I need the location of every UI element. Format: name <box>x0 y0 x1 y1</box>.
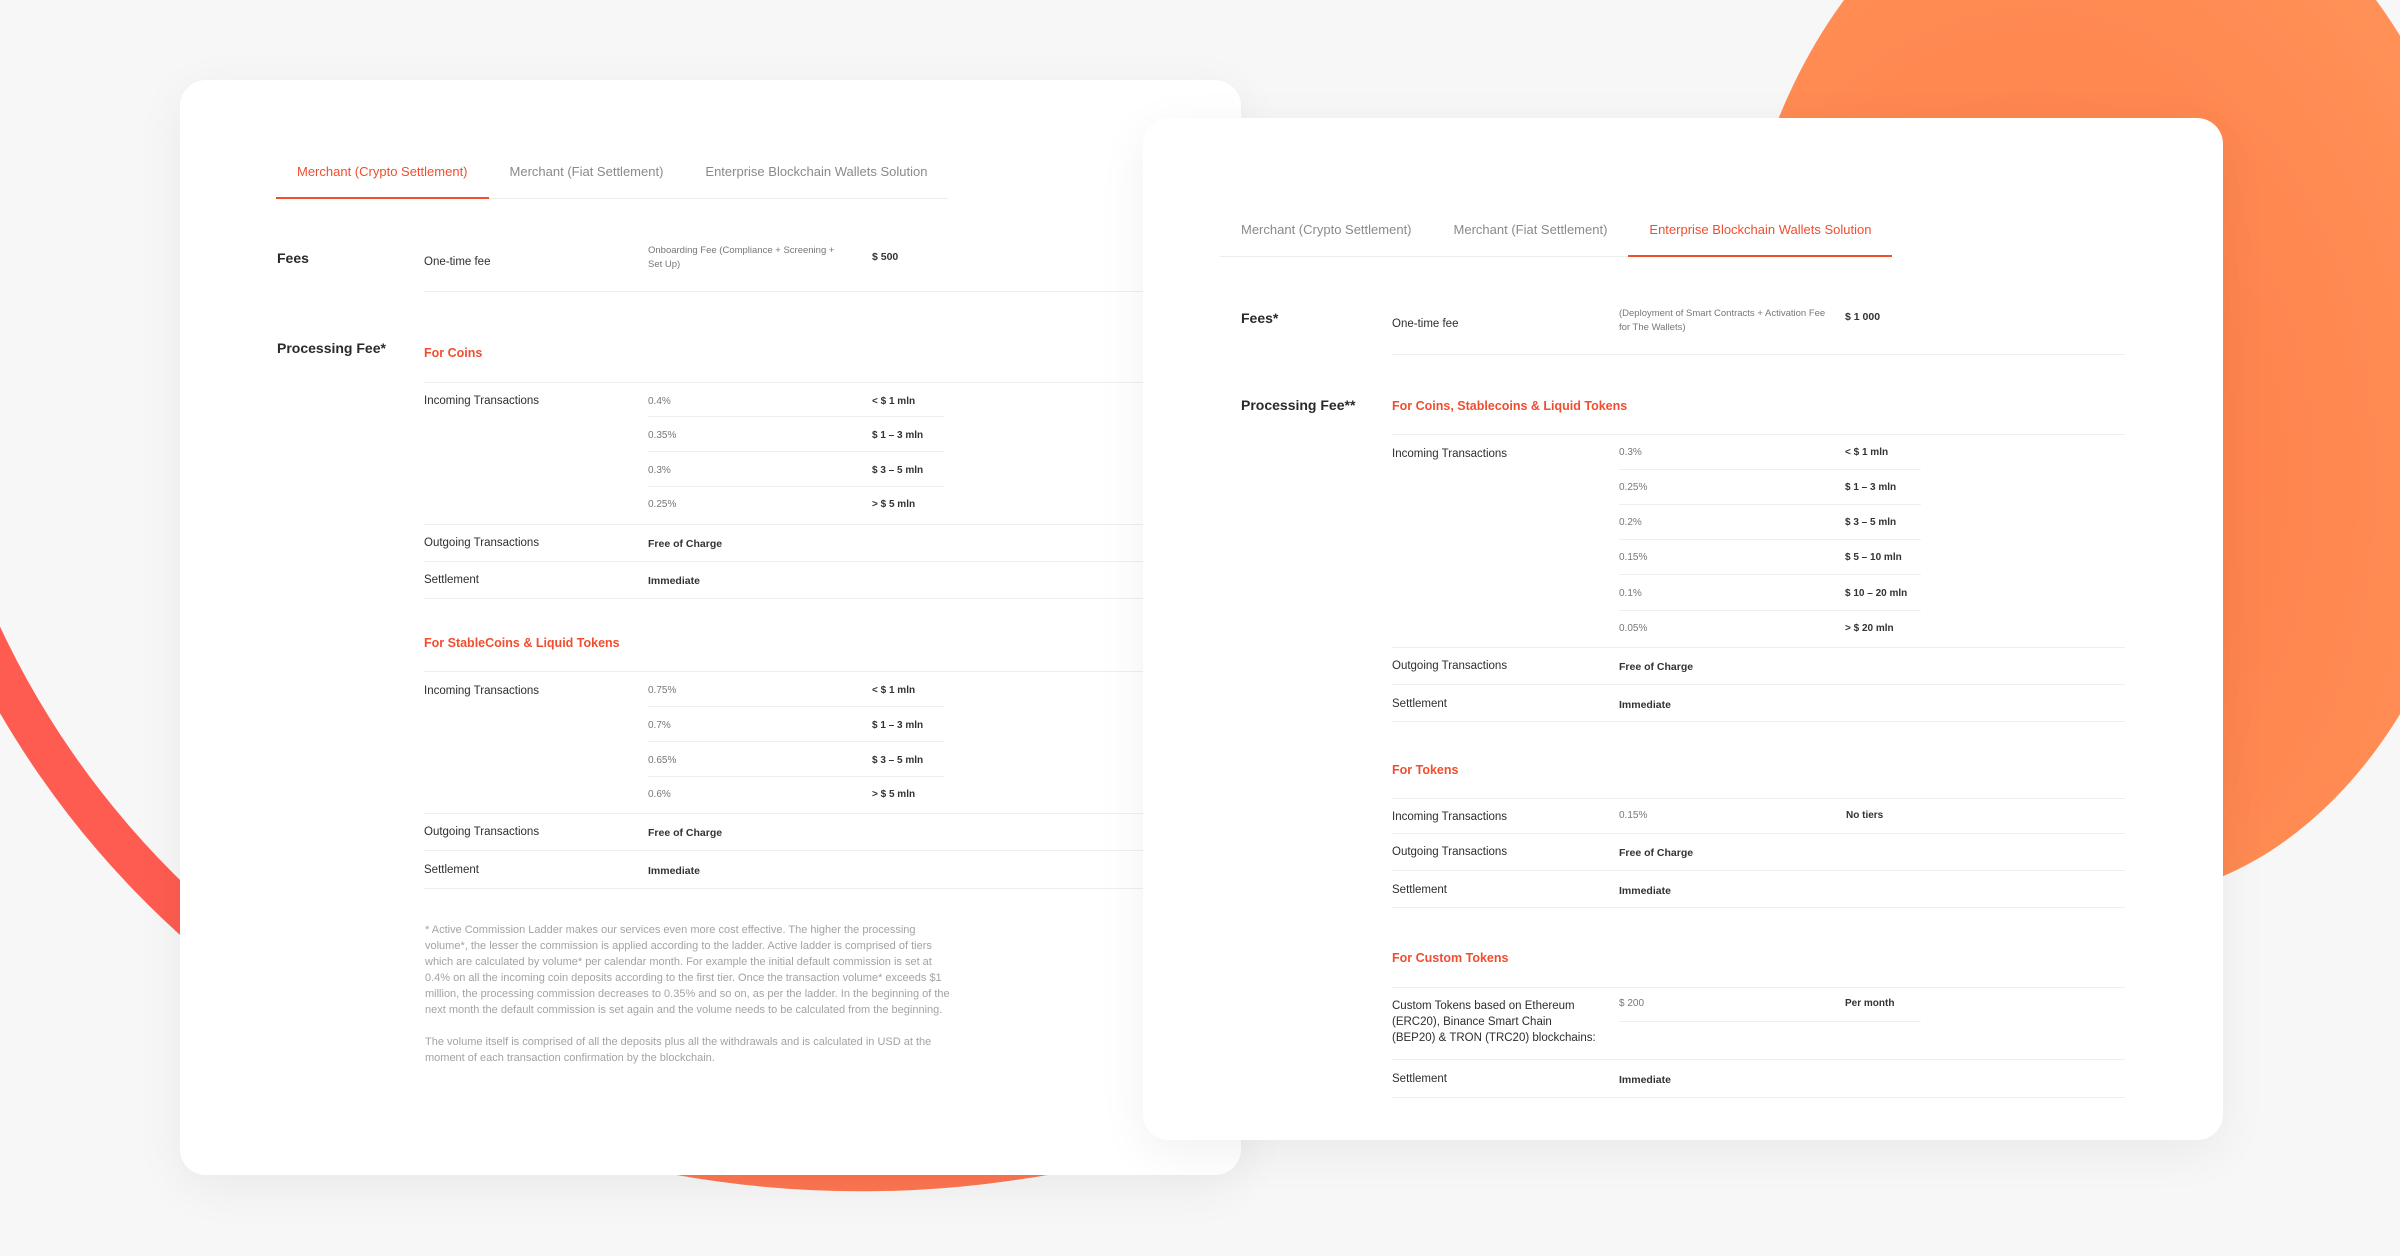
coins-tier-rate: 0.1% <box>1619 588 1642 599</box>
one-time-fee-description: Onboarding Fee (Compliance + Screening + Set Up) <box>648 245 835 270</box>
coins-settlement-label: Settlement <box>424 574 479 586</box>
one-time-fee-description: (Deployment of Smart Contracts + Activation Fee for The Wallets) <box>1619 308 1826 333</box>
one-time-fee-row <box>1392 303 2125 355</box>
stablecoins-outgoing-row <box>424 814 1241 851</box>
stablecoins-tier-range: $ 3 – 5 mln <box>872 755 924 766</box>
custom-tokens-settlement-row <box>1392 1060 2125 1098</box>
tokens-outgoing-row <box>1392 834 2125 871</box>
coins-tier-range: > $ 5 mln <box>872 499 916 510</box>
stablecoins-tier-range: < $ 1 mln <box>872 685 916 696</box>
coins-tier-range: < $ 1 mln <box>1845 447 1889 458</box>
coins-outgoing-row <box>424 525 1241 562</box>
tab-enterprise-wallets[interactable]: Enterprise Blockchain Wallets Solution <box>705 164 928 179</box>
volume-note: The volume itself is comprised of all the deposits plus all the withdrawals and is calculated in USD at the moment of each transaction confirmation by the blockchain. <box>425 1036 932 1064</box>
tab-merchant-crypto[interactable]: Merchant (Crypto Settlement) <box>1241 222 1412 237</box>
stablecoins-outgoing-label: Outgoing Transactions <box>424 826 540 838</box>
tokens-incoming-row <box>1392 799 2125 834</box>
coins-tier-row <box>1619 611 1921 647</box>
tokens-outgoing-label: Outgoing Transactions <box>1392 846 1508 858</box>
tokens-incoming-label: Incoming Transactions <box>1392 811 1508 823</box>
coins-tier-range: $ 1 – 3 mln <box>1845 482 1897 493</box>
stablecoins-section-title: For StableCoins & Liquid Tokens <box>424 636 620 650</box>
custom-tokens-section-title: For Custom Tokens <box>1392 951 1509 965</box>
stablecoins-settlement-row <box>424 851 1241 889</box>
processing-fee-label: Processing Fee* <box>277 340 386 356</box>
custom-tokens-settlement-value: Immediate <box>1619 1074 1671 1086</box>
stablecoins-tier-row <box>648 707 944 742</box>
fees-label: Fees* <box>1241 310 1279 326</box>
tokens-section-title: For Tokens <box>1392 763 1459 777</box>
coins-settlement-row <box>1392 685 2125 722</box>
tab-merchant-crypto[interactable]: Merchant (Crypto Settlement) <box>276 164 489 199</box>
stablecoins-tier-row <box>648 742 944 777</box>
stablecoins-tier-row <box>648 672 944 707</box>
coins-tier-rate: 0.3% <box>648 465 671 476</box>
pricing-card-crypto-settlement <box>180 80 1241 1175</box>
coins-tier-rate: 0.05% <box>1619 623 1648 634</box>
coins-tier-row <box>648 452 944 487</box>
coins-tier-range: $ 1 – 3 mln <box>872 430 924 441</box>
one-time-fee-label: One-time fee <box>1392 318 1459 330</box>
coins-tier-rate: 0.25% <box>648 499 677 510</box>
coins-settlement-row <box>424 562 1241 599</box>
coins-incoming-label: Incoming Transactions <box>424 395 540 407</box>
coins-tier-row <box>648 417 944 452</box>
pricing-tabs <box>1220 222 1892 257</box>
coins-outgoing-label: Outgoing Transactions <box>424 537 540 549</box>
stablecoins-tier-rate: 0.6% <box>648 789 671 800</box>
coins-settlement-value: Immediate <box>1619 699 1671 711</box>
coins-tier-rate: 0.15% <box>1619 552 1648 563</box>
stablecoins-tier-range: $ 1 – 3 mln <box>872 720 924 731</box>
coins-tier-range: < $ 1 mln <box>872 396 916 407</box>
coins-tier-row <box>1619 540 1921 575</box>
coins-tier-rate: 0.35% <box>648 430 677 441</box>
coins-tier-range: $ 10 – 20 mln <box>1845 588 1908 599</box>
coins-settlement-label: Settlement <box>1392 698 1447 710</box>
coins-outgoing-value: Free of Charge <box>648 538 723 550</box>
one-time-fee-value: $ 500 <box>872 251 899 263</box>
custom-tokens-price: $ 200 <box>1619 998 1645 1009</box>
stablecoins-incoming-label: Incoming Transactions <box>424 685 540 697</box>
tokens-incoming-rate: 0.15% <box>1619 810 1648 821</box>
coins-tier-row <box>1619 435 1921 470</box>
tokens-settlement-row <box>1392 871 2125 908</box>
coins-outgoing-label: Outgoing Transactions <box>1392 660 1508 672</box>
stablecoins-settlement-label: Settlement <box>424 864 479 876</box>
tokens-incoming-range: No tiers <box>1846 810 1884 821</box>
tab-merchant-fiat[interactable]: Merchant (Fiat Settlement) <box>509 164 664 179</box>
coins-tier-range: $ 5 – 10 mln <box>1845 552 1902 563</box>
coins-tier-rate: 0.3% <box>1619 447 1642 458</box>
tokens-outgoing-value: Free of Charge <box>1619 847 1694 859</box>
stablecoins-tier-rate: 0.75% <box>648 685 677 696</box>
custom-tokens-period: Per month <box>1845 998 1895 1009</box>
tab-enterprise-wallets[interactable]: Enterprise Blockchain Wallets Solution <box>1628 222 1892 257</box>
one-time-fee-value: $ 1 000 <box>1845 311 1881 323</box>
pricing-card-enterprise-wallets <box>1143 118 2223 1140</box>
fees-label: Fees <box>277 250 309 266</box>
coins-tier-rate: 0.2% <box>1619 517 1642 528</box>
coins-section-title: For Coins <box>424 346 483 360</box>
stablecoins-tier-rate: 0.7% <box>648 720 671 731</box>
coins-tier-rate: 0.4% <box>648 396 671 407</box>
tokens-settlement-value: Immediate <box>1619 885 1671 897</box>
stablecoins-settlement-value: Immediate <box>648 865 700 877</box>
stablecoins-tier-range: > $ 5 mln <box>872 789 916 800</box>
coins-tier-row <box>1619 505 1921 540</box>
custom-tokens-price-row <box>1619 988 1921 1022</box>
one-time-fee-row <box>424 240 1241 292</box>
tokens-settlement-label: Settlement <box>1392 884 1447 896</box>
coins-tier-range: $ 3 – 5 mln <box>1845 517 1897 528</box>
coins-tier-range: $ 3 – 5 mln <box>872 465 924 476</box>
custom-tokens-settlement-label: Settlement <box>1392 1073 1447 1085</box>
coins-tier-row <box>1619 575 1921 611</box>
coins-tier-row <box>648 383 944 417</box>
custom-tokens-description: Custom Tokens based on Ethereum (ERC20), Binance Smart Chain (BEP20) & TRON (TRC20) blockchains: <box>1392 1000 1596 1044</box>
tab-merchant-fiat[interactable]: Merchant (Fiat Settlement) <box>1453 222 1608 237</box>
coins-tier-rate: 0.25% <box>1619 482 1648 493</box>
stablecoins-tier-rate: 0.65% <box>648 755 677 766</box>
processing-fee-label: Processing Fee** <box>1241 397 1356 413</box>
coins-incoming-label: Incoming Transactions <box>1392 448 1508 460</box>
coins-stablecoins-section-title: For Coins, Stablecoins & Liquid Tokens <box>1392 399 1628 413</box>
coins-tier-range: > $ 20 mln <box>1845 623 1894 634</box>
commission-ladder-note: * Active Commission Ladder makes our services even more cost effective. The higher the processing volume*, the lesser the commission is applied according to the ladder. Active ladder is comprised of tiers which are calculated by volume* per calendar month. For example the initial default commission is set at 0.4% on all the incoming coin deposits according to the first tier. Once the transaction volume* exceeds $1 million, the processing commission decreases to 0.35% and so on, as per the ladder. In the beginning of the next month the default commission is set again and the volume needs to be calculated from the beginning. <box>425 924 950 1016</box>
coins-outgoing-value: Free of Charge <box>1619 661 1694 673</box>
coins-settlement-value: Immediate <box>648 575 700 587</box>
coins-tier-row <box>1619 470 1921 505</box>
stablecoins-tier-row <box>648 777 944 813</box>
coins-outgoing-row <box>1392 648 2125 685</box>
pricing-tabs <box>276 164 948 199</box>
one-time-fee-label: One-time fee <box>424 256 491 268</box>
coins-tier-row <box>648 487 944 524</box>
stablecoins-outgoing-value: Free of Charge <box>648 827 723 839</box>
